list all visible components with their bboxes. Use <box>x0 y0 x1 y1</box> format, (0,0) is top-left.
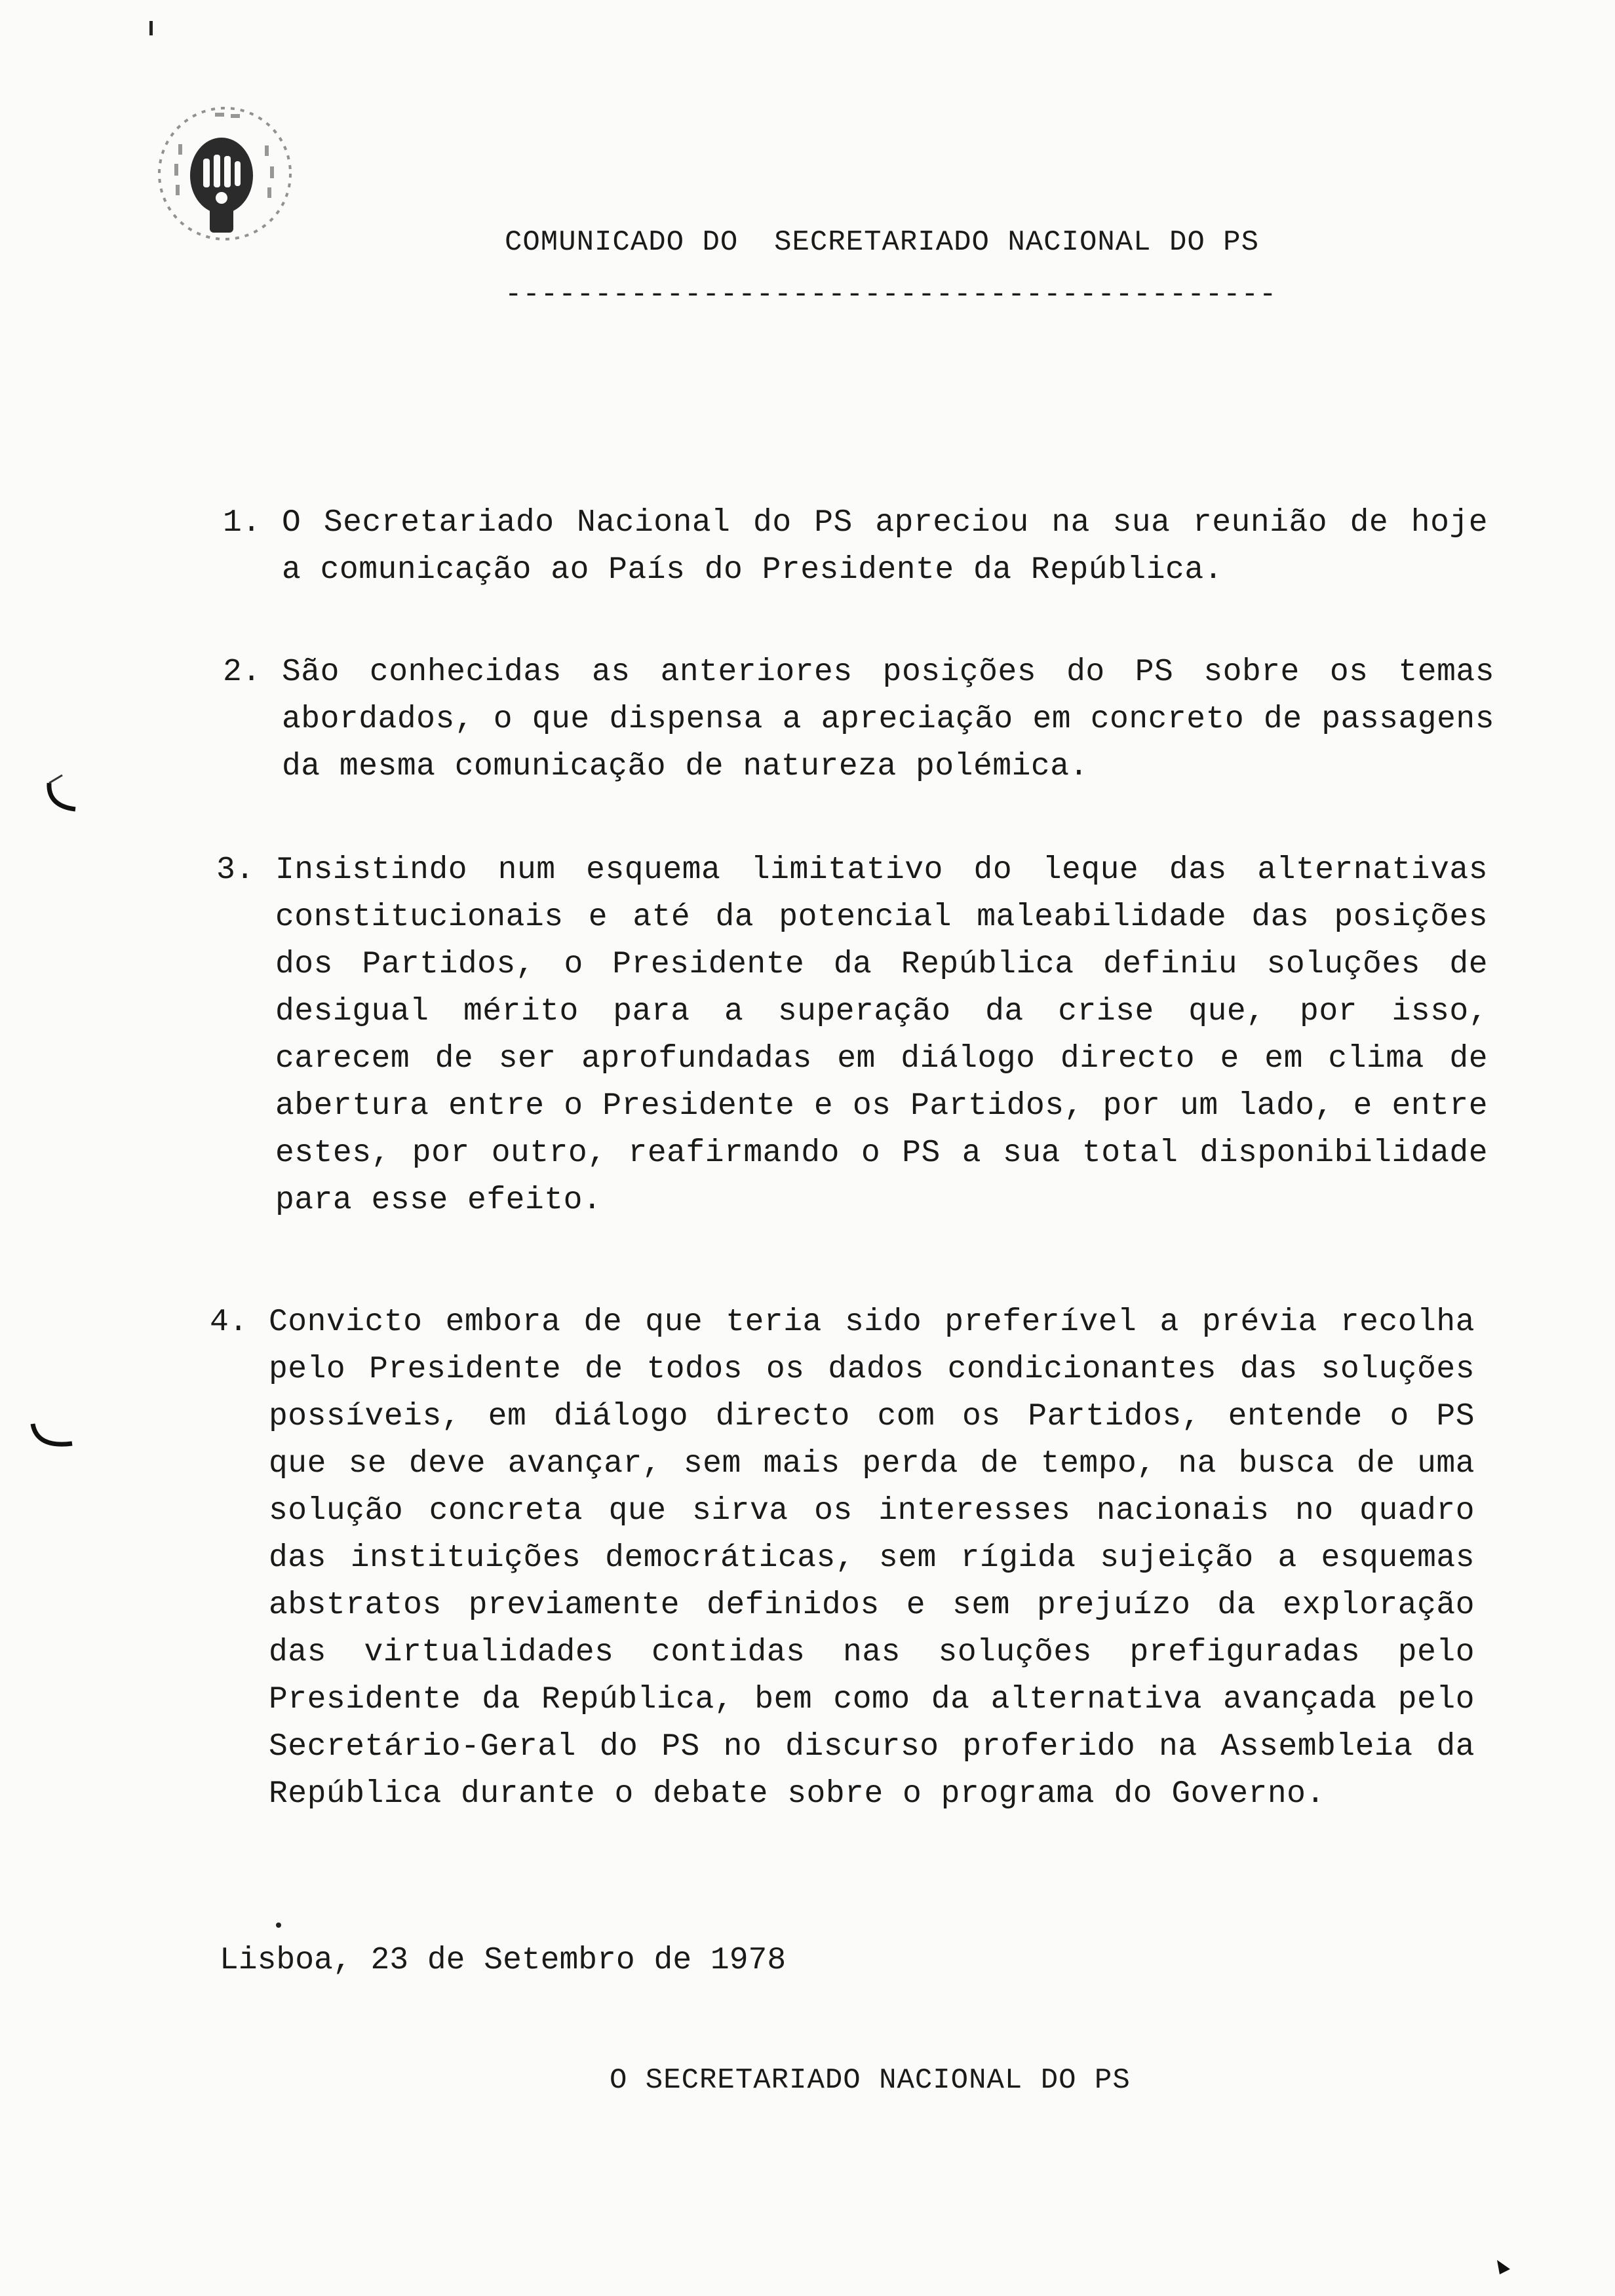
party-seal-icon <box>149 98 300 249</box>
paragraph-text: O Secretariado Nacional do PS apreciou na sua reunião de hoje a comunicação ao País do Presidente da República. <box>282 505 1488 588</box>
signature-block: O SECRETARIADO NACIONAL DO PS <box>610 2064 1131 2097</box>
paragraph-number: 3. <box>216 852 255 888</box>
title-underline: ------------------------------------------- <box>505 278 1277 311</box>
paragraph-number: 1. <box>223 505 262 541</box>
paragraph-number: 4. <box>210 1305 248 1340</box>
page-title: COMUNICADO DO SECRETARIADO NACIONAL DO PS <box>505 226 1259 259</box>
paragraph-1 <box>223 499 1488 594</box>
paragraph-text: Convicto embora de que teria sido preferível a prévia recolha pelo Presidente de todos os dados condicionantes das soluções possíveis, em diálogo directo com os Partidos, entende o PS que se deve avançar, sem mais perda de tempo, na busca de uma solução concreta que sirva os interesses nacionais no quadro das instituições democráticas, sem rígida sujeição a esquemas abstratos previamente definidos e sem prejuízo da exploração das virtualidades contidas nas soluções prefiguradas pelo Presidente da República, bem como da alternativa avançada pelo Secretário-Geral do PS no discurso proferido na Assembleia da República durante o debate sobre o programa do Governo. <box>269 1305 1475 1812</box>
paragraph-number: 2. <box>223 655 262 690</box>
paragraph-4 <box>210 1299 1475 1818</box>
paragraph-text: São conhecidas as anteriores posições do PS sobre os temas abordados, o que dispensa a apreciação em concreto de passagens da mesma comunicação de natureza polémica. <box>282 655 1494 784</box>
document-date: Lisboa, 23 de Setembro de 1978 <box>220 1943 787 1978</box>
binder-hole-icon <box>26 1419 85 1464</box>
paragraph-2 <box>223 649 1494 790</box>
binder-hole-icon <box>36 770 95 822</box>
ink-dot-icon <box>274 1920 283 1933</box>
tick-mark-icon <box>147 20 155 39</box>
paragraph-text: Insistindo num esquema limitativo do leque das alternativas constitucionais e até da potencial maleabilidade das posições dos Partidos, o Presidente da República definiu soluções de desigual mérito para a superação da crise que, por isso, carecem de ser aprofundadas em diálogo directo e em clima de abertura entre o Presidente e os Partidos, por um lado, e entre estes, por outro, reafirmando o PS a sua total disponibilidade para esse efeito. <box>275 852 1488 1218</box>
paragraph-3 <box>216 847 1488 1224</box>
corner-mark-icon <box>1494 2257 1514 2277</box>
